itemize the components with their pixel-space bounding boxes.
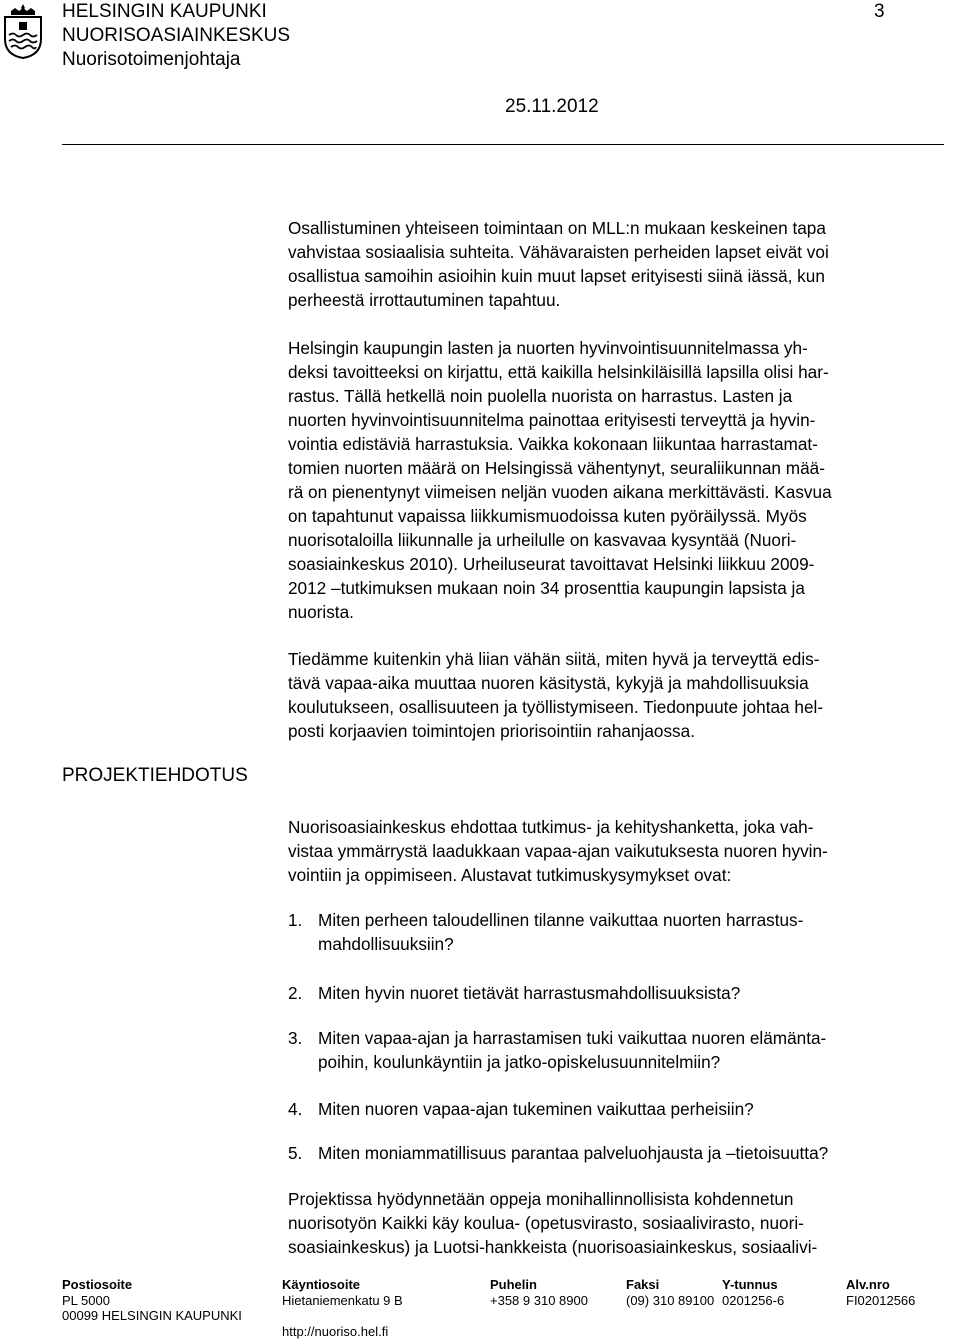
question-text: Miten vapaa-ajan ja harrastamisen tuki vaikuttaa nuoren elämänta- (318, 1028, 827, 1048)
text-line: vahvistaa sosiaalisia suhteita. Vähävaraisten perheiden lapset eivät voi (288, 242, 829, 262)
list-number: 4. (288, 1099, 303, 1119)
text-line: nuorista. (288, 602, 354, 622)
header-divider (62, 144, 944, 145)
question-text: mahdollisuuksiin? (318, 934, 454, 954)
question-text: poihin, koulunkäyntiin ja jatko-opiskelusuunnitelmiin? (318, 1052, 721, 1072)
department-name: NUORISOASIAINKESKUS (62, 25, 291, 46)
paragraph-2 (288, 336, 948, 624)
footer-value: +358 9 310 8900 (490, 1292, 588, 1308)
paragraph-1 (288, 216, 948, 312)
text-line: Tiedämme kuitenkin yhä liian vähän siitä, miten hyvä ja terveyttä edis- (288, 649, 820, 669)
section-heading-projektiehdotus: PROJEKTIEHDOTUS (62, 765, 248, 786)
text-line: soasiainkeskus 2010). Urheiluseurat tavoittavat Helsinki liikkuu 2009- (288, 554, 815, 574)
paragraph-4 (288, 815, 948, 887)
text-line: 2012 –tutkimuksen mukaan noin 34 prosenttia kaupungin lapsista ja (288, 578, 805, 598)
question-text: Miten hyvin nuoret tietävät harrastusmahdollisuuksista? (318, 983, 741, 1003)
footer-ytunnus (722, 1277, 784, 1308)
footer-label: Postiosoite (62, 1277, 133, 1292)
text-line: vointiin ja oppimiseen. Alustavat tutkimuskysymykset ovat: (288, 865, 732, 885)
footer-postal (62, 1277, 242, 1324)
question-item-1 (288, 908, 948, 956)
paragraph-5 (288, 1187, 948, 1259)
text-line: tomien nuorten määrä on Helsingissä vähentynyt, seuraliikunnan mää- (288, 458, 825, 478)
footer-value: PL 5000 (62, 1292, 110, 1308)
list-number: 3. (288, 1028, 303, 1048)
question-item-3 (288, 1026, 948, 1074)
text-line: on tapahtunut vapaissa liikkumismuodoissa kuten pyöräilyssä. Myös (288, 506, 807, 526)
footer-value: 0201256-6 (722, 1292, 785, 1308)
text-line: Projektissa hyödynnetään oppeja monihallinnollisista kohdennetun (288, 1189, 794, 1209)
text-line: Osallistuminen yhteiseen toimintaan on MLL:n mukaan keskeinen tapa (288, 218, 826, 238)
helsinki-crest-icon (2, 2, 44, 60)
text-line: vointia edistäviä harrastuksia. Vaikka kokonaan liikuntaa harrastamat- (288, 434, 818, 454)
footer-value: 00099 HELSINGIN KAUPUNKI (62, 1308, 242, 1323)
text-line: nuorisotaloilla liikunnalle ja urheilulle on kasvavaa kysyntää (Nuori- (288, 530, 797, 550)
list-number: 1. (288, 910, 303, 930)
footer-fax (626, 1277, 714, 1308)
paragraph-3 (288, 647, 948, 743)
text-line: rastus. Tällä hetkellä noin puolella nuorista on harrastus. Lasten ja (288, 386, 793, 406)
text-line: koulutukseen, osallisuuteen ja työllistymiseen. Tiedonpuute johtaa hel- (288, 697, 824, 717)
text-line: tävä vapaa-aika muuttaa nuoren käsitystä, kykyjä ja mahdollisuuksia (288, 673, 809, 693)
footer-label: Käyntiosoite (282, 1277, 361, 1292)
text-line: nuorten hyvinvointisuunnitelma painottaa erityisesti terveyttä ja hyvin- (288, 410, 816, 430)
question-text: Miten nuoren vapaa-ajan tukeminen vaikuttaa perheisiin? (318, 1099, 754, 1119)
list-number: 2. (288, 983, 303, 1003)
text-line: vistaa ymmärrystä laadukkaan vapaa-ajan vaikutuksesta nuoren hyvin- (288, 841, 828, 861)
text-line: nuorisotyön Kaikki käy koulua- (opetusvirasto, sosiaalivirasto, nuori- (288, 1213, 804, 1233)
footer-value: (09) 310 89100 (626, 1292, 715, 1308)
page-number: 3 (874, 1, 885, 22)
question-text: Miten moniammatillisuus parantaa palveluohjausta ja –tietoisuutta? (318, 1143, 829, 1163)
text-line: deksi tavoitteeksi on kirjattu, että kaikilla helsinkiläisillä lapsilla olisi har- (288, 362, 829, 382)
text-line: soasiainkeskus) ja Luotsi-hankkeista (nuorisoasiainkeskus, sosiaalivi- (288, 1237, 818, 1257)
text-line: Helsingin kaupungin lasten ja nuorten hyvinvointisuunnitelmassa yh- (288, 338, 808, 358)
footer-label: Y-tunnus (722, 1277, 778, 1292)
footer-label: Faksi (626, 1277, 660, 1292)
footer-phone (490, 1277, 588, 1308)
question-item-5 (288, 1141, 948, 1165)
text-line: posti korjaavien toimintojen priorisointiin rahanjaossa. (288, 721, 695, 741)
text-line: osallistua samoihin asioihin kuin muut lapset erityisesti siinä iässä, kun (288, 266, 825, 286)
footer-visit (282, 1277, 403, 1339)
question-item-2 (288, 981, 948, 1005)
footer-value: FI02012566 (846, 1292, 916, 1308)
text-line: Nuorisoasiainkeskus ehdottaa tutkimus- ja kehityshanketta, joka vah- (288, 817, 814, 837)
text-line: perheestä irrottautuminen tapahtuu. (288, 290, 561, 310)
footer-vat (846, 1277, 915, 1308)
footer-label: Alv.nro (846, 1277, 890, 1292)
org-name: HELSINGIN KAUPUNKI (62, 1, 267, 22)
footer-value: Hietaniemenkatu 9 B (282, 1292, 403, 1308)
text-line: rä on pienentynyt viimeisen neljän vuoden aikana merkittävästi. Kasvua (288, 482, 832, 502)
list-number: 5. (288, 1143, 303, 1163)
footer-website-link[interactable]: http://nuoriso.hel.fi (282, 1323, 389, 1339)
author-title: Nuorisotoimenjohtaja (62, 49, 241, 70)
footer-label: Puhelin (490, 1277, 537, 1292)
question-text: Miten perheen taloudellinen tilanne vaikuttaa nuorten harrastus- (318, 910, 804, 930)
document-date: 25.11.2012 (505, 96, 599, 117)
question-item-4 (288, 1097, 948, 1121)
